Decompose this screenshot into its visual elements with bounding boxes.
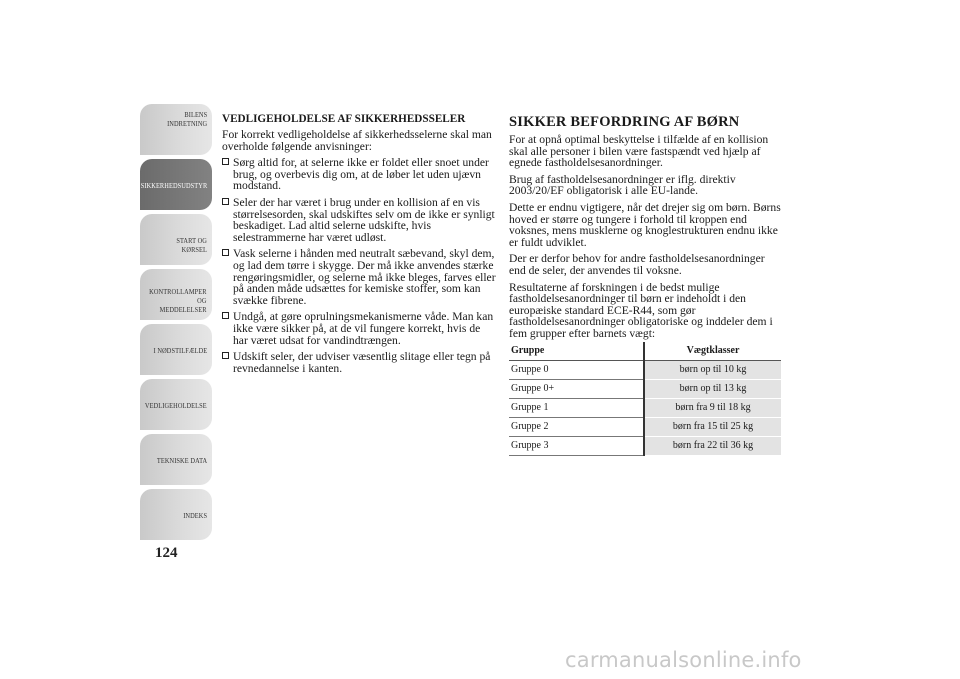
list-item [222,197,496,243]
tab-label: INDEKS [183,511,207,520]
tab-start-og-korsel[interactable] [140,214,212,265]
paragraph: Resultaterne af forskningen i de bedst mulige fastholdelsesanordninger til børn er indeholdt i den europæiske standard ECE-R44, som gør fastholdelsesanordninger obligatoriske og inddeler dem i fem grupper efter barnets vægt: [509,280,773,340]
paragraph: Dette er endnu vigtigere, når det drejer sig om børn. Børns hoved er større og tungere i forhold til kroppen end voksnes, mens musklerne og knoglestrukturen endnu ikke er fuldt udviklet. [509,200,781,249]
table-row [509,436,781,455]
list-item [222,157,496,192]
list-item [222,311,496,346]
section-heading: VEDLIGEHOLDELSE AF SIKKERHEDSSELER [222,113,466,125]
group-cell: Gruppe 2 [509,417,644,436]
tab-kontrollamper[interactable] [140,269,212,320]
tab-i-nodstilfaelde[interactable] [140,324,212,375]
right-column [509,114,781,456]
tab-label: KONTROLLAMPER OG MEDDELELSER [149,287,207,314]
checkbox-bullet-icon [222,158,229,165]
tab-label: VEDLIGEHOLDELSE [145,401,207,410]
group-cell: Gruppe 0 [509,360,644,379]
checkbox-bullet-icon [222,352,229,359]
group-cell: Gruppe 3 [509,436,644,455]
weight-cell: børn op til 10 kg [644,360,781,379]
chapter-tabs [140,104,212,544]
tab-label: SIKKERHEDSUDSTYR [140,181,207,190]
column-header-weight: Vægtklasser [644,342,781,361]
tab-tekniske-data[interactable] [140,434,212,485]
tab-bilens-indretning[interactable] [140,104,212,155]
list-item [222,351,496,374]
list-item [222,248,496,306]
tab-sikkerhedsudstyr[interactable] [140,159,212,210]
weight-groups-table [509,342,781,456]
intro-paragraph: For korrekt vedligeholdelse af sikkerhedsselerne skal man overholde følgende anvisninger: [222,128,492,153]
checkbox-bullet-icon [222,249,229,256]
paragraph: Brug af fastholdelsesanordninger er iflg. direktiv 2003/20/EF obligatorisk i alle EU-lande. [509,172,736,198]
weight-cell: børn fra 9 til 18 kg [644,398,781,417]
table-header-row [509,342,781,361]
checkbox-bullet-icon [222,198,229,205]
weight-cell: børn fra 22 til 36 kg [644,436,781,455]
list-item-text: Vask selerne i hånden med neutralt sæbevand, skyl dem, og lad dem tørre i skygge. Der må ikke anvendes stærke rengøringsmidler, og selerne må ikke bleges, farves eller på anden måde udsættes for kemiske stoffer, som kan svække fibrene. [233,247,496,307]
tab-indeks[interactable] [140,489,212,540]
watermark: carmanualsonline.info [565,648,802,672]
tab-label: TEKNISKE DATA [156,456,207,465]
table-row [509,360,781,379]
paragraph: Der er derfor behov for andre fastholdelsesanordninger end de seler, der anvendes til voksne. [509,252,765,277]
table-row [509,379,781,398]
list-item-text: Seler der har været i brug under en kollision af en vis størrelsesorden, skal udskiftes selv om de ikke er synligt beskadiget. Lad altid selerne udskifte, hvis selestrammerne har været udløst. [233,195,495,244]
tab-vedligeholdelse[interactable] [140,379,212,430]
weight-cell: børn fra 15 til 25 kg [644,417,781,436]
list-item-text: Udskift seler, der udviser væsentlig slitage eller tegn på revnedannelse i kanten. [233,350,491,375]
list-item-text: Undgå, at gøre oprulningsmekanismerne våde. Man kan ikke være sikker på, at de vil fungere korrekt, hvis de har været udsat for vandindtrængen. [233,310,494,347]
weight-cell: børn op til 13 kg [644,379,781,398]
tab-label: BILENS INDRETNING [166,110,207,128]
column-header-group: Gruppe [509,342,644,361]
page-number: 124 [155,545,178,561]
checkbox-bullet-icon [222,312,229,319]
table-row [509,417,781,436]
list-item-text: Sørg altid for, at selerne ikke er foldet eller snoet under brug, og overbevis dig om, at de løber let uden ujævn modstand. [233,156,489,193]
care-instructions-list [222,157,496,374]
group-cell: Gruppe 1 [509,398,644,417]
table-row [509,398,781,417]
paragraph: For at opnå optimal beskyttelse i tilfælde af en kollision skal alle personer i bilen være fastspændt ved hjælp af egnede fastholdelsesanordninger. [509,133,769,170]
tab-label: I NØDSTILFÆLDE [153,346,207,355]
left-column [222,114,496,379]
tab-label: START OG KØRSEL [176,236,207,254]
section-title: SIKKER BEFORDRING AF BØRN [509,114,740,130]
group-cell: Gruppe 0+ [509,379,644,398]
